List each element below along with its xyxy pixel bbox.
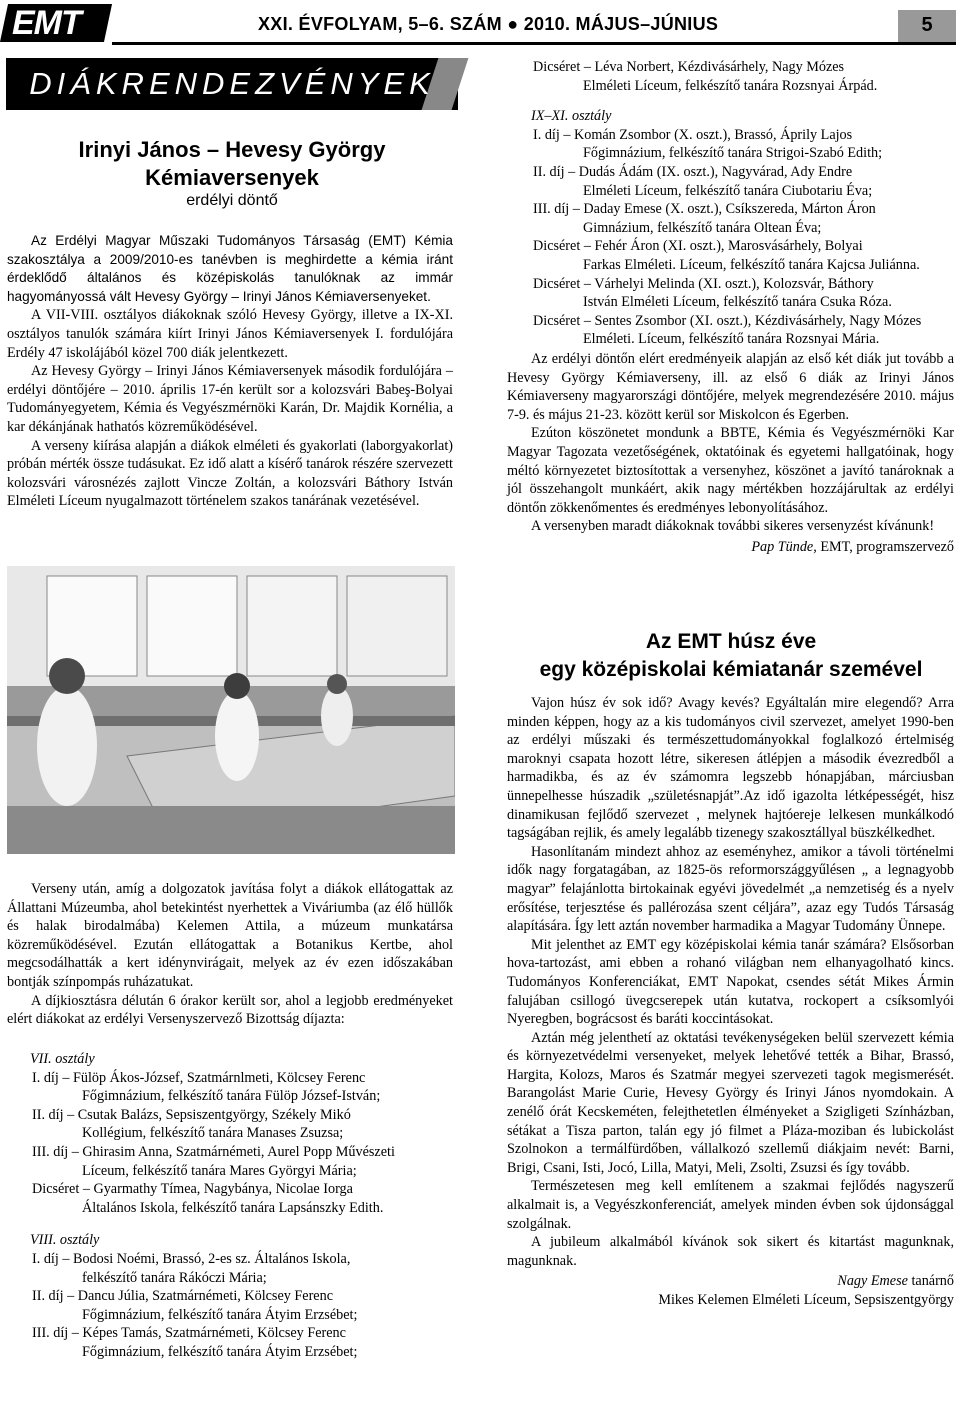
header-rule: [112, 42, 956, 45]
award-entry: Dicséret – Várhelyi Melinda (XI. oszt.), Kolozsvár, Báthory: [533, 275, 874, 292]
section-banner-text: DIÁKRENDEZVÉNYEK: [29, 66, 435, 101]
article2-title-line1: Az EMT húsz éve: [645, 630, 817, 653]
award-entry-detail: Elméleti Líceum, felkészítő tanára Rozsnyai Árpád.: [583, 77, 878, 94]
chemistry-lab-photo: [7, 566, 455, 854]
article1-intro: Az Erdélyi Magyar Műszaki Tudományos Társaság (EMT) Kémia szakosztálya a 2009/2010-es tanévben is meghirdette a kémia iránt érdeklődő általános és középiskolás tanulóknak az immár hagyományossá vált Hevesy György – Irinyi János Kémiaversenyeket.: [7, 233, 453, 304]
category-viii-continued-list: [531, 58, 955, 95]
lab-photo-drawing: [7, 566, 455, 854]
award-entry: I. díj – Komán Zsombor (X. oszt.), Brassó, Áprily Lajos: [533, 126, 853, 143]
signature-role: EMT, programszervező: [816, 538, 954, 555]
emt-logo: [0, 4, 112, 42]
article1-paragraph: A verseny kiírása alapján a diákok elméleti és gyakorlati (laborgyakorlat) próbán mérték össze tudásukat. Ez idő alatt a kísérő tanárok részére szervezett kolozsvári városnézés zajlott Vincze Zoltán, a kolozsvári Báthory István Elméleti Líceum nyugalmazott történelem szakos tanárának vezetésével.: [7, 437, 453, 510]
award-entry: III. díj – Daday Emese (X. oszt.), Csíkszereda, Márton Áron: [533, 201, 876, 218]
category-heading: VII. osztály: [30, 1051, 95, 1067]
award-entry-detail: Elméleti. Líceum, felkészítő tanára Rozsnyai Mária.: [583, 331, 880, 348]
article1-title-line1: Irinyi János – Hevesy György: [78, 137, 386, 162]
article2-paragraph: A jubileum alkalmából kívánok sok sikert és kitartást magunknak, magunknak.: [507, 1234, 954, 1269]
award-entry: II. díj – Dudás Ádám (IX. oszt.), Nagyvárad, Ady Endre: [533, 163, 853, 180]
award-entry: II. díj – Csutak Balázs, Sepsiszentgyörgy, Székely Mikó: [32, 1106, 351, 1123]
award-entry: III. díj – Képes Tamás, Szatmárnémeti, Kölcsey Ferenc: [32, 1325, 346, 1342]
article1-paragraph: A VII-VIII. osztályos diákoknak szóló Hevesy György, illetve a IX-XI. osztályos tanulók számára kiírt Irinyi János Kémiaversenyek I. fordulójára Erdély 47 iskolájából közel 700 diák jelentkezett.: [7, 307, 453, 361]
award-entry: III. díj – Ghirasim Anna, Szatmárnémeti, Aurel Popp Művészeti: [32, 1143, 395, 1160]
category-heading: IX–XI. osztály: [531, 108, 612, 125]
article1-paragraph: Verseny után, amíg a dolgozatok javítása folyt a diákok ellátogattak az Állattani Múzeumba, ahol betekintést nyerhettek a Viváriumba (az élő hüllők és halak birodalmába) Kelemen Attila, a múzeum munkatársa közreműködésével. Ezután ellátogattak a Botanikus Kertbe, ahol megcsodálhatták a kert idénynvirágait, melyek az év ezen időszakában bontják színpompás ruházatukat.: [7, 881, 453, 990]
award-entry-detail: Főgimnázium, felkészítő tanára Átyim Erzsébet;: [82, 1306, 358, 1323]
article1-paragraph: Az Hevesy György – Irinyi János Kémiaversenyek második fordulójára – erdélyi döntőjére – 2010. április 17-én került sor a kolozsvári Babeş-Bolyai Tudományegyetem, Kémia és Vegyészmérnöki Karán, Dr. Majdik Kornélia, a kar dékánjának hathatós közreműködésével.: [7, 363, 453, 435]
award-entry-detail: Farkas Elméleti. Líceum, felkészítő tanára Kajcsa Juliánna.: [583, 256, 920, 273]
article1-paragraph: Az erdélyi döntőn elért eredményeik alapján az első két diák jut tovább a Hevesy György Kémiaverseny, ill. az első 6 diák az Irinyi János Kémiaverseny magyarországi döntőjére, melyek megrendezésére 2010. május 7-9. és május 21-23. között kerül sor Miskolcon és Egerben.: [507, 351, 954, 423]
award-entry: Dicséret – Fehér Áron (XI. oszt.), Marosvásárhely, Bolyai: [533, 238, 863, 255]
article1-title-line2: Kémiaversenyek: [145, 165, 319, 190]
category-vii-list: [30, 1069, 460, 1218]
page-number: 5: [921, 14, 933, 36]
award-entry: Dicséret – Léva Norbert, Kézdivásárhely, Nagy Mózes: [533, 59, 845, 75]
article2-paragraph: Természetesen meg kell említenem a szakmai fejlődés nagyszerű alkalmait is, a Vegyészkonferenciát, amelyek minden évben sok újdonsággal szolgálnak.: [507, 1178, 954, 1232]
award-entry-detail: Főgimnázium, felkészítő tanára Strigoi-Szabó Edith;: [583, 145, 883, 162]
award-entry-detail: Gimnázium, felkészítő tanára Oltean Éva;: [583, 219, 822, 236]
award-entry-detail: Líceum, felkészítő tanára Mares Györgyi Mária;: [82, 1162, 357, 1179]
award-entry-detail: Főgimnázium, felkészítő tanára Átyim Erzsébet;: [82, 1343, 358, 1360]
article2-signature: [507, 1272, 954, 1291]
article2-paragraph: Hasonlítanám mindezt ahhoz az eseményhez, amikor a távoli történelmi idők nagy forgatagában, az 1825-ös reformországgyűlésen „ a legnagyobb magyar” felajánlotta birtokainak egyévi jövedelmét „a nemzetiség és a nyelv erősítése, terjesztése és pallérozása szent céljára”, azaz egy Tudós Társaság alapítására. Így lett aztán november harmadika a Magyar Tudomány Ünnepe.: [507, 843, 954, 935]
award-entry-detail: Általános Iskola, felkészítő tanára Lapsánszky Edith.: [82, 1199, 384, 1216]
signature-name: Nagy Emese: [837, 1273, 908, 1290]
award-entry: I. díj – Fülöp Ákos-József, Szatmárnlmeti, Kölcsey Ferenc: [32, 1069, 366, 1086]
signature-school: Mikes Kelemen Elméleti Líceum, Sepsiszentgyörgy: [658, 1292, 954, 1308]
awards-list-right: [531, 58, 955, 349]
award-entry-detail: Kollégium, felkészítő tanára Manases Zsuzsa;: [82, 1125, 344, 1142]
category-viii-list: [30, 1250, 460, 1362]
awards-list-left: [30, 1050, 460, 1362]
article2-title-line2: egy középiskolai kémiatanár szemével: [539, 658, 923, 681]
article2-body: [507, 694, 954, 1310]
award-entry-detail: Elméleti Líceum, felkészítő tanára Ciubotariu Éva;: [583, 182, 873, 199]
signature-role: tanárnő: [907, 1273, 954, 1290]
award-entry-detail: Főgimnázium, felkészítő tanára Fülöp József-István;: [82, 1088, 381, 1105]
article1-paragraph: Ezúton köszönetet mondunk a BBTE, Kémia és Vegyészmérnöki Kar Magyar Tagozata vezetőségének, oktatóinak és egyetemi hallgatóinak, hogy méltó környezetet biztosítottak a versenyhez, köszönet a javító tanároknak a jól összehangolt munkáért, akik nagy mértékben hozzájárultak az erdélyi döntőn zökkenőmentes és eredményes lebonyolításához.: [507, 425, 954, 516]
issue-line: XXI. ÉVFOLYAM, 5–6. SZÁM ● 2010. MÁJUS–JÚNIUS: [258, 14, 719, 34]
article2-paragraph: Aztán még jelenthetí az oktatási tevékenységeken belül szervezett kémia és környezetvédelmi versenyeket, melyek lehetővé tették a Bihar, Brassó, Hargita, Kolozs, Maros és Szatmár megyei szervezeti tagok megismerését. Barangolást Marie Curie, Hevesy György és Irinyi János nyomdokain. A zenélő órát Kecskeméten, felejthetetlen élményeket a Szigligeti Színházban, sétákat a Tisza parton, talán egy jó filmet a Pláza-moziban és lubickolást Szolnokon a termálfürdőben, vállalkozó szellemű diákjaim nevét: Barni, Brigi, Csani, Isti, Jocó, Lilla, Matyi, Meli, Zsolti, Zsuzsi és így tovább.: [507, 1029, 954, 1176]
article1-heading: [6, 136, 458, 210]
article1-signature: [507, 538, 954, 557]
article1-paragraph: A díjkiosztásra délután 6 órakor került sor, ahol a legjobb eredményeket elért diákokat az erdélyi Versenyszervező Bizottság díjazta:: [7, 992, 453, 1028]
award-entry-detail: felkészítő tanára Rákóczi Mária;: [82, 1269, 267, 1286]
logo-text: EMT: [12, 4, 81, 42]
article1-conclusion: [507, 350, 954, 557]
award-entry: I. díj – Bodosi Noémi, Brassó, 2-es sz. Általános Iskola,: [32, 1250, 351, 1267]
signature-name: Pap Tünde,: [751, 538, 817, 555]
article2-paragraph: Mit jelenthet az EMT egy középiskolai kémia tanár számára? Elsősorban hova-tartozást, ami ebben a rohanó világban nem elhanyagolható kincs. Tudományos Konferenciákat, EMT Napokat, csendes sétát Mikes Ármin falujában csillogó üvegcserepek után kutatva, rockopert a csíksomlyói Nyeregben, bográcsost és baráti koccintásokat.: [507, 936, 954, 1028]
award-entry-detail: István Elméleti Líceum, felkészítő tanára Csuka Róza.: [583, 294, 892, 311]
article2-paragraph: Vajon húsz év sok idő? Avagy kevés? Egyáltalán mire elegendő? Arra minden képpen, hogy az a kis tudományos civil szervezet, amelyet 1990-ben az erdélyi műszaki és természettudományokkal foglalkozó értelmiség maroknyi csapata hozott létre, sikeresen átlépjen a második évezredből a harmadikba, és az év számomra legszebb hónapjában, márciusban ünnepelhesse húszadik „születésnapját”.Az idő igazolta létképességét, hisz dinamikusan fejlődő szervezet , melynek hajtóereje lelkesen munkálkodó tagságában rejlik, és amely legalább tizenegy szakosztállyal büszkélkedhet.: [507, 695, 954, 842]
award-entry: Dicséret – Gyarmathy Tímea, Nagybánya, Nicolae Iorga: [32, 1181, 353, 1198]
award-entry: II. díj – Dancu Júlia, Szatmárnémeti, Kölcsey Ferenc: [32, 1288, 333, 1305]
article1-paragraph: A versenyben maradt diákoknak további sikeres versenyzést kívánunk!: [531, 518, 935, 535]
article1-body-top: [7, 232, 453, 511]
article1-subtitle: erdélyi döntő: [186, 192, 278, 209]
award-entry: Dicséret – Sentes Zsombor (XI. oszt.), Kézdivásárhely, Nagy Mózes: [533, 312, 922, 329]
article2-heading: [505, 628, 957, 684]
article1-body-bottom: [7, 880, 453, 1029]
category-ix-xi-list: [531, 126, 955, 349]
category-heading: VIII. osztály: [30, 1232, 100, 1249]
